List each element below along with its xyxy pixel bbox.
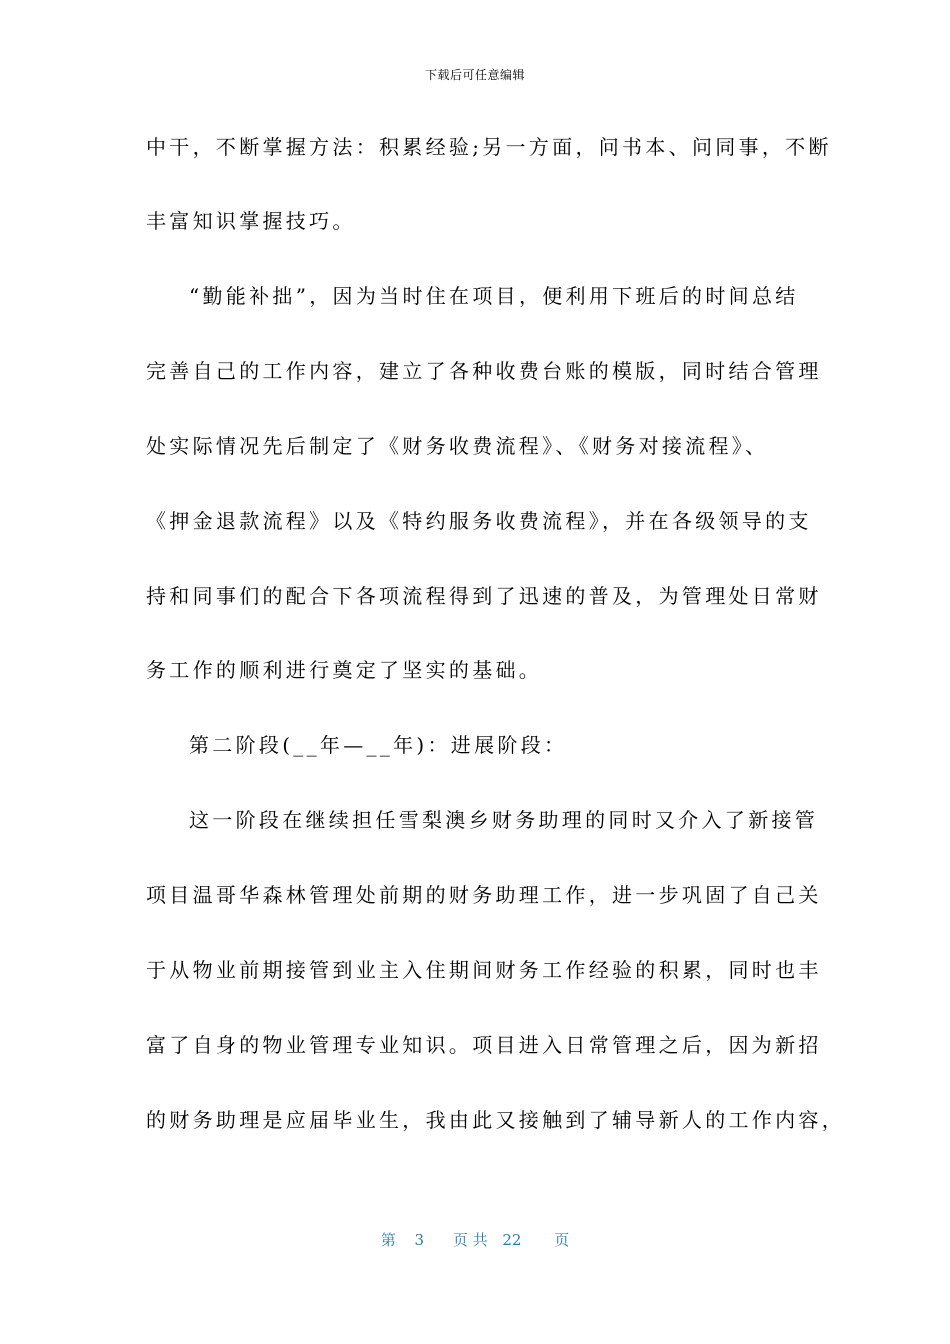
footer-suffix: 页 xyxy=(554,1231,570,1249)
text-line: 项目温哥华森林管理处前期的财务助理工作，进一步巩固了自己关 xyxy=(146,883,822,907)
text-line: 完善自己的工作内容，建立了各种收费台账的模版，同时结合管理 xyxy=(146,359,822,383)
text-line: 的财务助理是应届毕业生，我由此又接触到了辅导新人的工作内容， xyxy=(146,1108,845,1132)
text-line: 处实际情况先后制定了《财务收费流程》、《财务对接流程》、 xyxy=(146,434,769,458)
text-line: “勤能补拙”，因为当时住在项目，便利用下班后的时间总结 xyxy=(189,284,799,308)
footer-middle: 页 共 xyxy=(452,1231,488,1249)
header-note: 下载后可任意编辑 xyxy=(424,68,525,82)
text-line: 务工作的顺利进行奠定了坚实的基础。 xyxy=(146,658,543,682)
footer-prefix: 第 xyxy=(380,1231,396,1249)
text-line: 《押金退款流程》以及《特约服务收费流程》，并在各级领导的支 xyxy=(146,509,812,533)
text-line: 丰富知识掌握技巧。 xyxy=(146,209,356,233)
text-line: 持和同事们的配合下各项流程得到了迅速的普及，为管理处日常财 xyxy=(146,584,822,608)
text-line: 富了自身的物业管理专业知识。项目进入日常管理之后，因为新招 xyxy=(146,1033,822,1057)
section-heading: 第二阶段(__年—__年)：进展阶段： xyxy=(189,733,568,757)
text-line: 中干，不断掌握方法：积累经验;另一方面，问书本、问同事，不断 xyxy=(146,135,832,159)
page-footer xyxy=(0,1229,950,1250)
footer-page-number: 3 xyxy=(414,1231,425,1249)
footer-total-pages: 22 xyxy=(502,1231,522,1249)
text-line: 于从物业前期接管到业主入住期间财务工作经验的积累，同时也丰 xyxy=(146,958,822,982)
text-line: 这一阶段在继续担任雪梨澳乡财务助理的同时又介入了新接管 xyxy=(189,808,819,832)
